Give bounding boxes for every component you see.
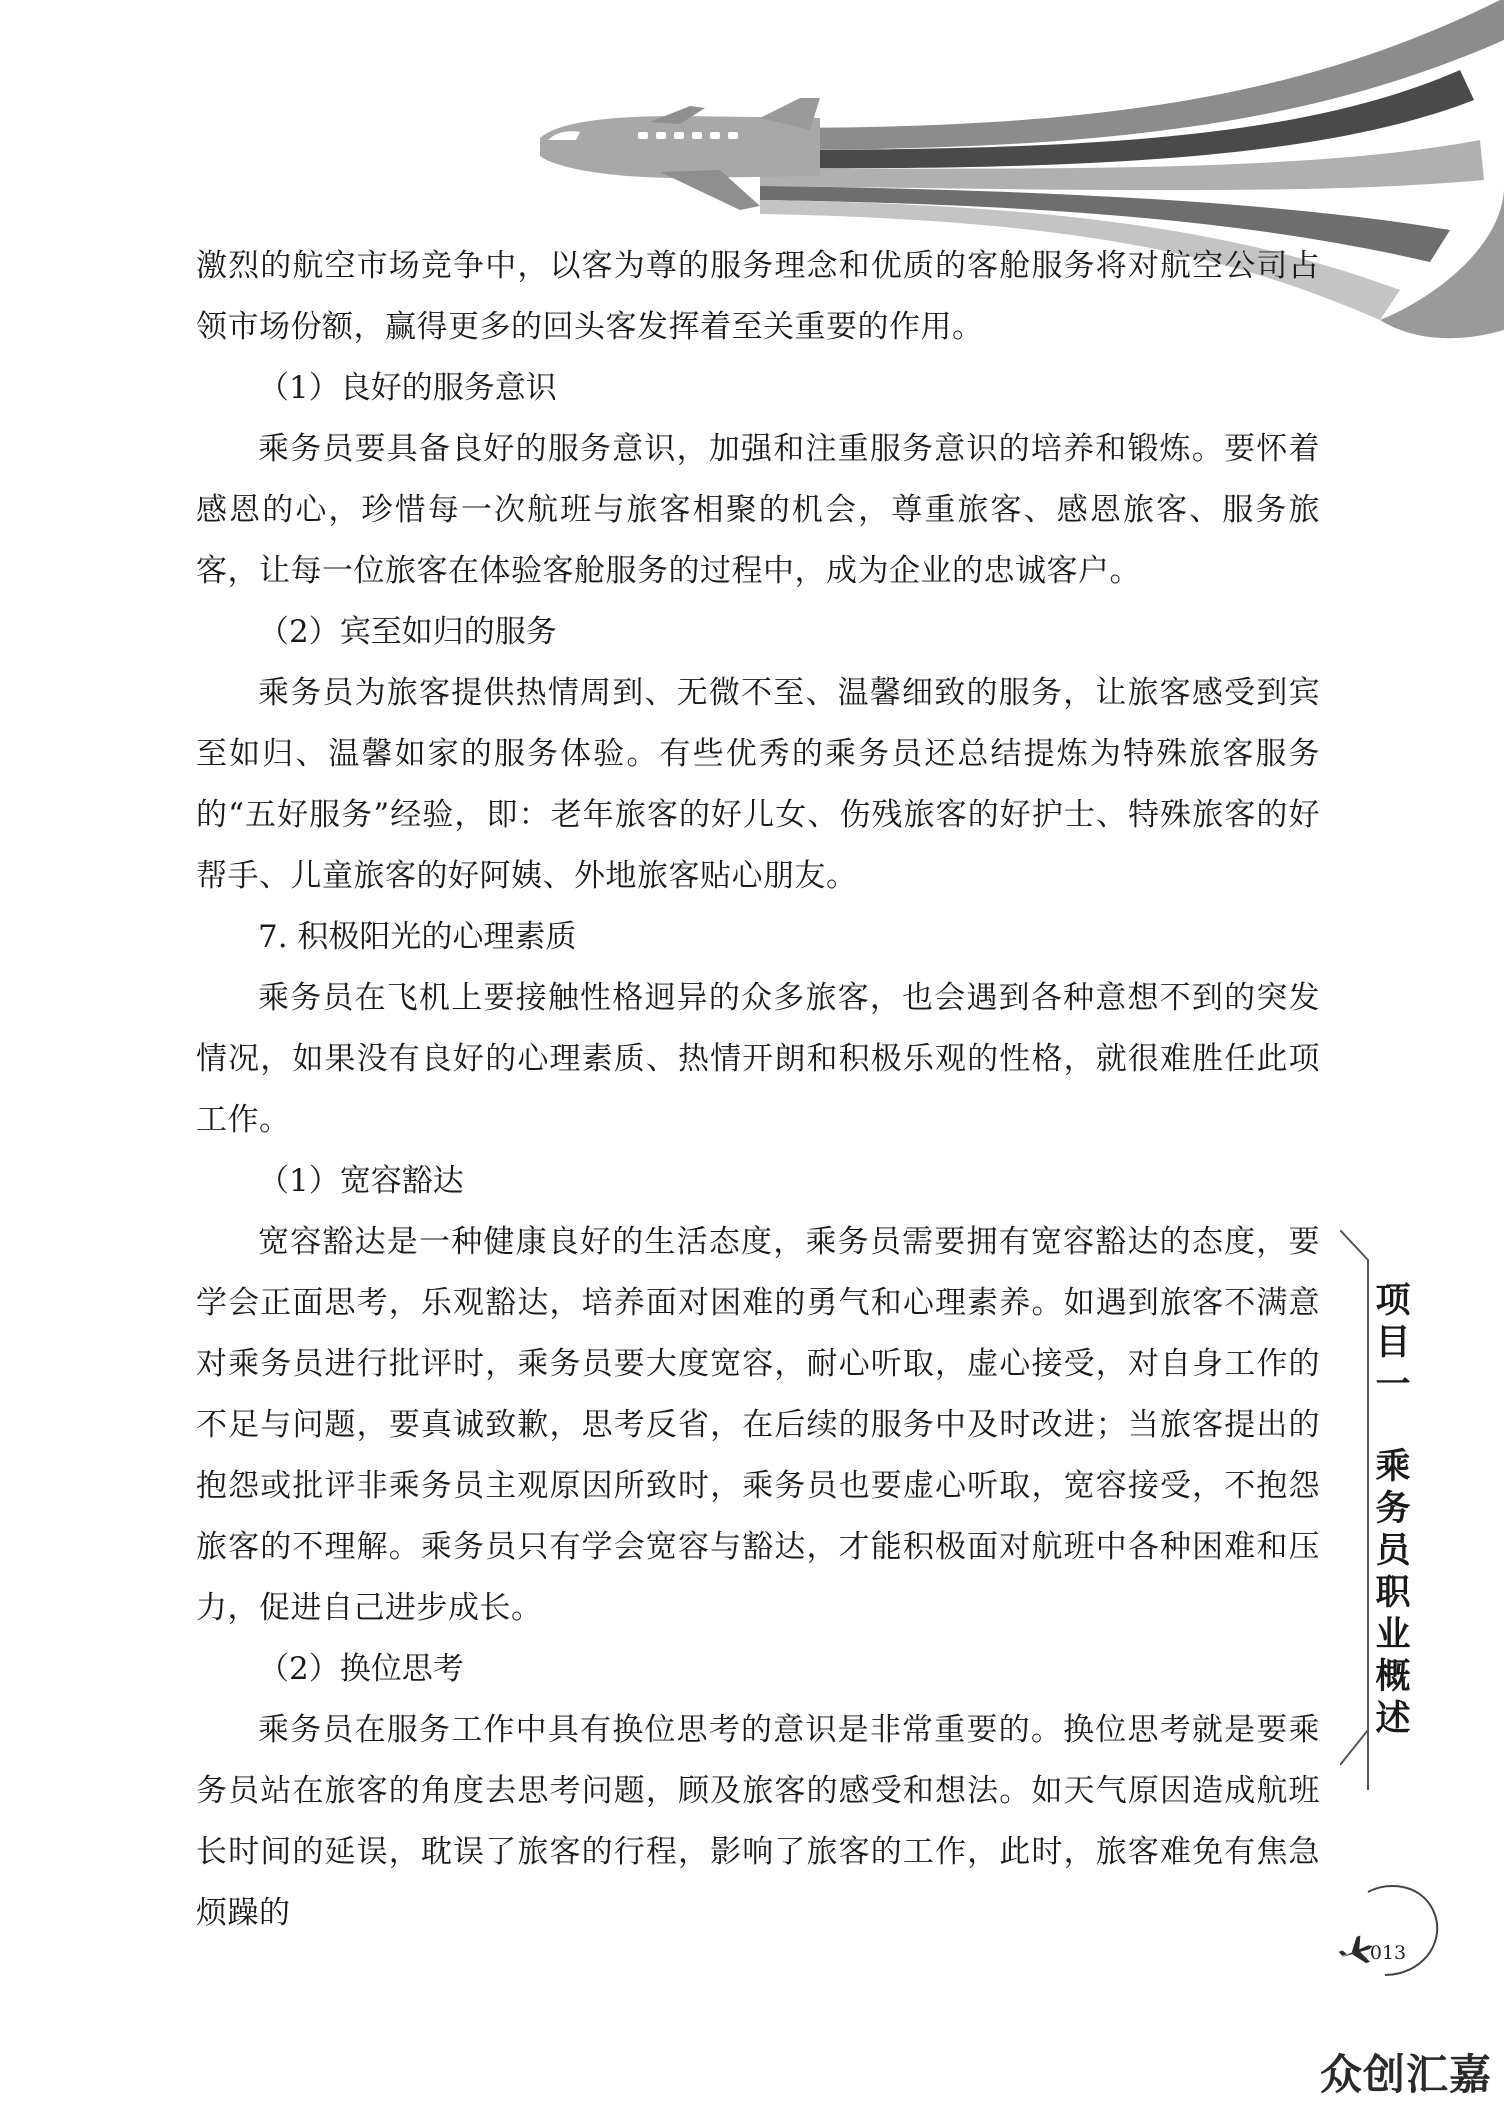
body-text [196, 236, 1320, 1944]
side-title-char: 概 [1375, 1657, 1411, 1697]
watermark-logo: 众创汇嘉 [1320, 2050, 1493, 2099]
paragraph: 乘务员在服务工作中具有换位思考的意识是非常重要的。换位思考就是要乘务员站在旅客的角度去思考问题，顾及旅客的感受和想法。如天气原因造成航班长时间的延误，耽误了旅客的行程，影响了旅客的工作，此时，旅客难免有焦急烦躁的 [196, 1712, 1320, 1931]
side-title-char: 员 [1375, 1531, 1411, 1571]
side-title-char: 目 [1375, 1323, 1411, 1363]
side-title-char: 一 [1375, 1365, 1411, 1405]
paragraph: 宽容豁达是一种健康良好的生活态度，乘务员需要拥有宽容豁达的态度，要学会正面思考，乐观豁达，培养面对困难的勇气和心理素养。如遇到旅客不满意对乘务员进行批评时，乘务员要大度宽容，耐心听取，虚心接受，对自身工作的不足与问题，要真诚致歉，思考反省，在后续的服务中及时改进；当旅客提出的抱怨或批评非乘务员主观原因所致时，乘务员也要虚心听取，宽容接受，不抱怨旅客的不理解。乘务员只有学会宽容与豁达，才能积极面对航班中各种困难和压力，促进自己进步成长。 [196, 1224, 1320, 1626]
paragraph: 激烈的航空市场竞争中，以客为尊的服务理念和优质的客舱服务将对航空公司占领市场份额，赢得更多的回头客发挥着至关重要的作用。 [196, 248, 1320, 345]
side-title-char: 业 [1375, 1615, 1411, 1655]
subheading: （1）良好的服务意识 [258, 370, 557, 406]
subheading: （1）宽容豁达 [258, 1163, 464, 1199]
side-title-char: 务 [1375, 1489, 1411, 1529]
side-title-char: 乘 [1375, 1447, 1411, 1487]
paragraph: 乘务员要具备良好的服务意识，加强和注重服务意识的培养和锻炼。要怀着感恩的心，珍惜每一次航班与旅客相聚的机会，尊重旅客、感恩旅客、服务旅客，让每一位旅客在体验客舱服务的过程中，成为企业的忠诚客户。 [196, 431, 1320, 589]
section-heading: 7. 积极阳光的心理素质 [258, 919, 577, 955]
page-badge-airplane-icon [1320, 1880, 1450, 1990]
subheading: （2）换位思考 [258, 1651, 464, 1687]
subheading: （2）宾至如归的服务 [258, 614, 557, 650]
page-number: 013 [1369, 1942, 1407, 1964]
chapter-side-title [1368, 1280, 1418, 1740]
side-title-char: 述 [1375, 1699, 1411, 1739]
paragraph: 乘务员为旅客提供热情周到、无微不至、温馨细致的服务，让旅客感受到宾至如归、温馨如家的服务体验。有些优秀的乘务员还总结提炼为特殊旅客服务的“五好服务”经验，即：老年旅客的好儿女、伤残旅客的好护士、特殊旅客的好帮手、儿童旅客的好阿姨、外地旅客贴心朋友。 [196, 675, 1320, 894]
side-title-char: 项 [1375, 1281, 1411, 1321]
side-title-char: 职 [1375, 1573, 1411, 1613]
paragraph: 乘务员在飞机上要接触性格迥异的众多旅客，也会遇到各种意想不到的突发情况，如果没有良好的心理素质、热情开朗和积极乐观的性格，就很难胜任此项工作。 [196, 980, 1320, 1138]
